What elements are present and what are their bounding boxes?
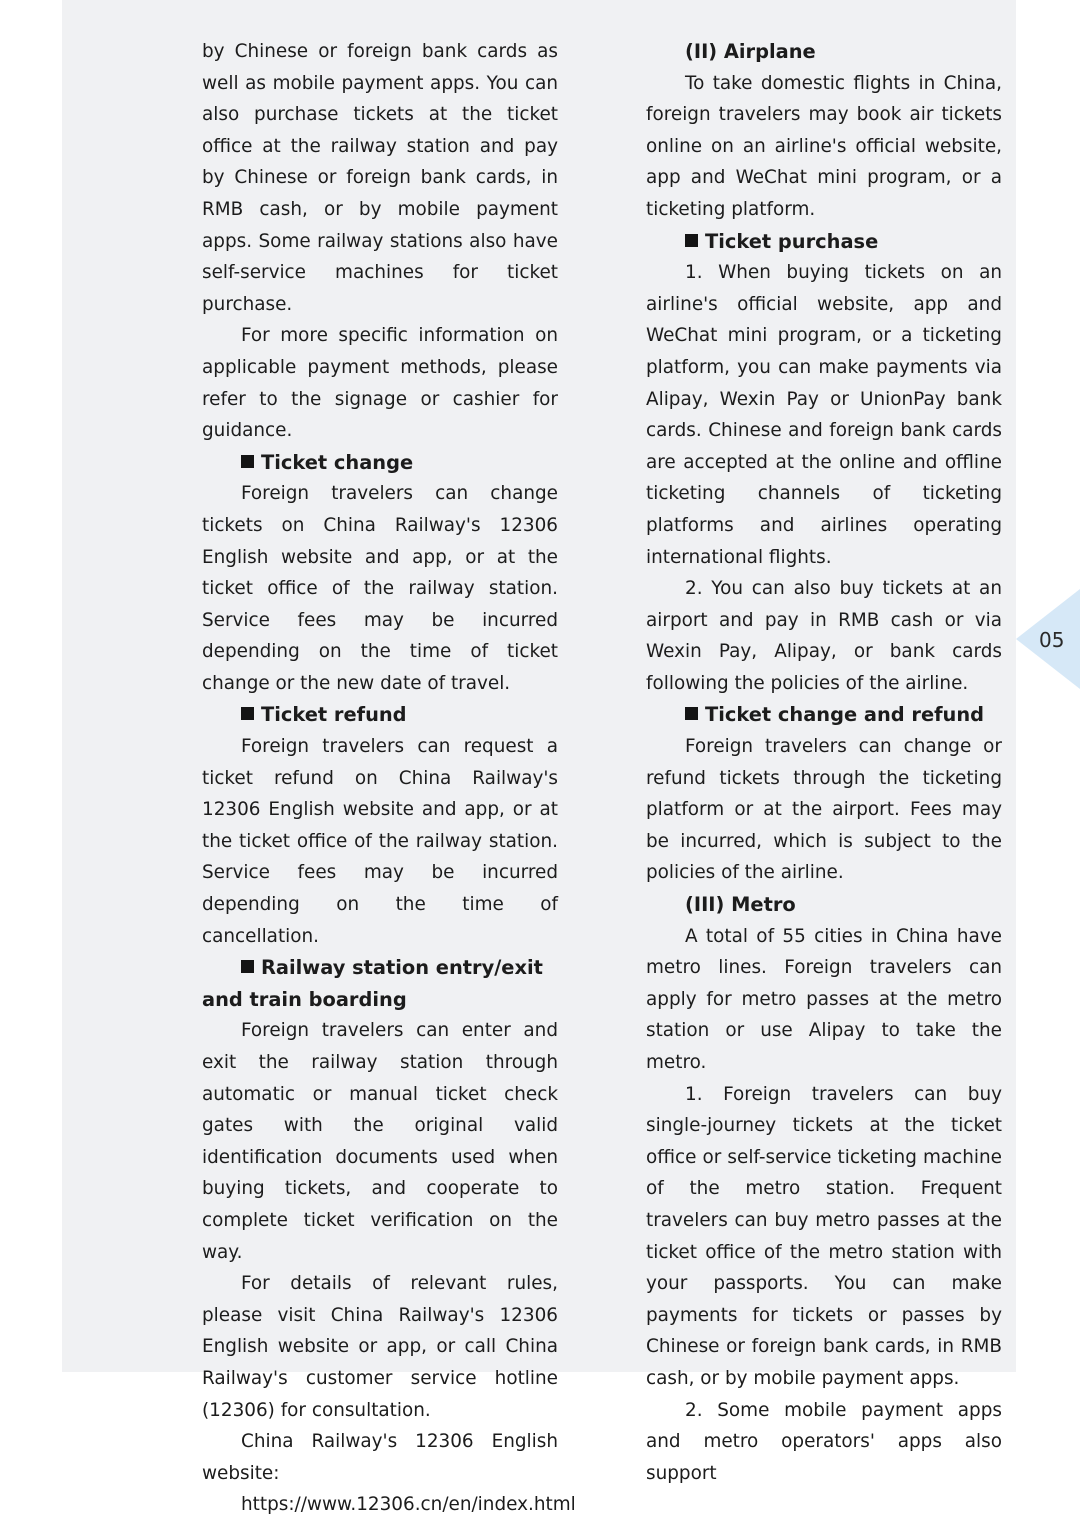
section-heading: (III) Metro (685, 893, 796, 917)
paragraph: by Chinese or foreign bank cards as well as mobile payment apps. You can also purchase tickets at the ticket office at the railway station and pay by Chinese or foreign bank cards, in RMB cash, or by mobile payment apps. Some railway stations also have self-service machines for ticket purchase. (202, 41, 558, 315)
paragraph: Foreign travelers can enter and exit the railway station through automatic or manual ticket check gates with the original valid identification documents used when buying tickets, and cooperate to complete ticket verification on the way. (202, 1020, 558, 1263)
section-heading (646, 699, 1002, 731)
heading-text: Ticket refund (261, 703, 407, 727)
heading-text: Ticket change (261, 450, 414, 474)
paragraph: A total of 55 cities in China have metro lines. Foreign travelers can apply for metro passes at the metro station or use Alipay to take the metro. (646, 925, 1002, 1073)
paragraph: 2. You can also buy tickets at an airport and pay in RMB cash or via Wexin Pay, Alipay, or bank cards following the policies of the airline. (646, 578, 1002, 694)
right-column (646, 36, 1002, 1489)
square-bullet-icon (685, 707, 698, 720)
square-bullet-icon (241, 455, 254, 468)
website-link[interactable]: https://www.12306.cn/en/index.html (241, 1494, 576, 1516)
paragraph: For more specific information on applicable payment methods, please refer to the signage or cashier for guidance. (202, 325, 558, 442)
paragraph: 2. Some mobile payment apps and metro operators' apps also support (646, 1399, 1002, 1484)
section-heading (202, 447, 558, 479)
document-page (62, 0, 1016, 1516)
section-heading (202, 952, 558, 1015)
heading-text: Ticket change and refund (705, 703, 985, 727)
paragraph: Foreign travelers can request a ticket refund on China Railway's 12306 English website and app, or at the ticket office of the railway station. Service fees may be incurred depending on the time of cancellation. (202, 736, 558, 947)
paragraph: For details of relevant rules, please visit China Railway's 12306 English website or app, or call China Railway's customer service hotline (12306) for consultation. (202, 1273, 558, 1421)
paragraph: China Railway's 12306 English website: (202, 1431, 558, 1484)
heading-text: Railway station entry/exit and train boarding (202, 956, 543, 1011)
heading-text: Ticket purchase (705, 229, 879, 253)
square-bullet-icon (685, 234, 698, 247)
section-heading (646, 226, 1002, 258)
square-bullet-icon (241, 707, 254, 720)
paragraph: Foreign travelers can change or refund tickets through the ticketing platform or at the airport. Fees may be incurred, which is subject to the policies of the airline. (646, 736, 1002, 884)
left-column (202, 36, 576, 1521)
paragraph: Foreign travelers can change tickets on China Railway's 12306 English website and app, or at the ticket office of the railway station. Service fees may be incurred depending on the time of ticket change or the new date of travel. (202, 483, 558, 694)
page-number: 05 (1039, 628, 1065, 652)
section-heading (202, 699, 558, 731)
paragraph: To take domestic flights in China, foreign travelers may book air tickets online on an airline's official website, app and WeChat mini program, or a ticketing platform. (646, 72, 1002, 220)
paragraph: 1. When buying tickets on an airline's official website, app and WeChat mini program, or a ticketing platform, you can make payments via Alipay, Wexin Pay or UnionPay bank cards. Chinese and foreign bank cards are accepted at the online and offline ticketing channels of ticketing platforms and airlines operating international flights. (646, 262, 1002, 568)
square-bullet-icon (241, 960, 254, 973)
paragraph: 1. Foreign travelers can buy single-journey tickets at the ticket office or self-service ticketing machine of the metro station. Frequent travelers can buy metro passes at the ticket office of the metro station with your passports. You can make payments for tickets or passes by Chinese or foreign bank cards, in RMB cash, or by mobile payment apps. (646, 1083, 1002, 1389)
section-heading: (II) Airplane (685, 40, 816, 63)
